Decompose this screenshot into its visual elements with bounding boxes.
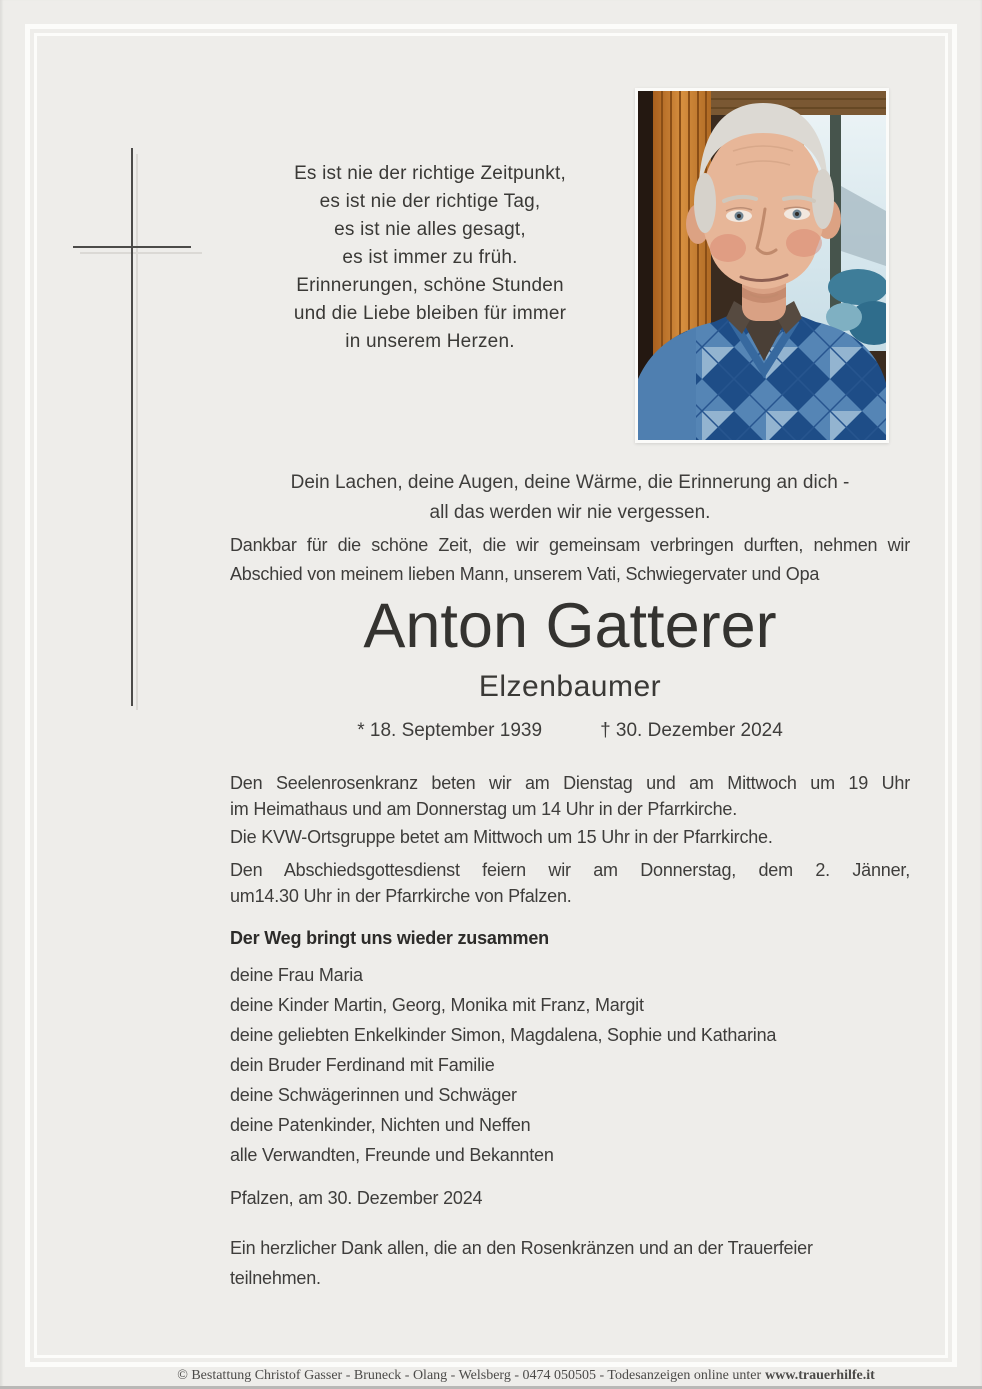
poem-line: und die Liebe bleiben für immer: [293, 303, 567, 324]
cross-shadow-horizontal: [80, 252, 202, 254]
poem-line: es ist nie der richtige Tag,: [319, 191, 541, 212]
remembrance-line: Dein Lachen, deine Augen, deine Wärme, die Erinnerung an dich -: [290, 472, 850, 493]
poem-line: es ist nie alles gesagt,: [334, 219, 526, 240]
life-dates: [230, 720, 910, 742]
death-date: † 30. Dezember 2024: [600, 720, 783, 741]
poem-line: in unserem Herzen.: [345, 331, 515, 352]
remembrance-text: [230, 468, 910, 528]
intro-line: Abschied von meinem lieben Mann, unserem Vati, Schwiegervater und Opa: [230, 564, 820, 584]
deceased-house-name: Elzenbaumer: [478, 670, 662, 703]
footer: [70, 1368, 982, 1384]
birth-date: * 18. September 1939: [357, 720, 543, 741]
kvw-announcement: Die KVW-Ortsgruppe betet am Mittwoch um 15 Uhr in der Pfarrkirche.: [230, 827, 773, 847]
mourner-line: deine Frau Maria: [230, 965, 363, 985]
mourner-line: deine geliebten Enkelkinder Simon, Magdalena, Sophie und Katharina: [230, 1025, 777, 1045]
remembrance-line: all das werden wir nie vergessen.: [429, 502, 711, 523]
place-and-date: Pfalzen, am 30. Dezember 2024: [230, 1188, 483, 1208]
mourner-line: dein Bruder Ferdinand mit Familie: [230, 1055, 495, 1075]
portrait-photo: [635, 88, 889, 443]
poem-line: Es ist nie der richtige Zeitpunkt,: [294, 163, 566, 184]
mourner-line: deine Schwägerinnen und Schwäger: [230, 1085, 517, 1105]
cross-shadow-vertical: [136, 154, 138, 710]
mourner-line: alle Verwandten, Freunde und Bekannten: [230, 1145, 554, 1165]
portrait-illustration: [638, 91, 886, 440]
farewell-motto: Der Weg bringt uns wieder zusammen: [230, 928, 549, 948]
intro-line: Dankbar für die schöne Zeit, die wir gemeinsam verbringen durften, nehmen wir: [230, 535, 910, 555]
cross-horizontal-line: [73, 246, 191, 248]
poem-line: es ist immer zu früh.: [342, 247, 518, 268]
cross-vertical-line: [131, 148, 133, 706]
mourners-list: [230, 960, 910, 1170]
mourner-line: deine Kinder Martin, Georg, Monika mit Franz, Margit: [230, 995, 644, 1015]
footer-text: © Bestattung Christof Gasser - Bruneck - Olang - Welsberg - 0474 050505 - Todesanzeigen online unter: [177, 1368, 762, 1383]
thanks-note: Ein herzlicher Dank allen, die an den Rosenkränzen und an der Trauerfeier teilnehmen.: [230, 1238, 813, 1288]
deceased-name: Anton Gatterer: [363, 591, 777, 661]
farewell-intro: [230, 531, 910, 589]
memorial-poem: [230, 160, 630, 356]
service-announcements: [230, 770, 910, 909]
funeral-announcement: Den Abschiedsgottesdienst feiern wir am Donnerstag, dem 2. Jänner, um14.30 Uhr in der Pfarrkirche von Pfalzen.: [230, 860, 910, 906]
rosary-announcement: Den Seelenrosenkranz beten wir am Dienstag und am Mittwoch um 19 Uhr im Heimathaus und am Donnerstag um 14 Uhr in der Pfarrkirche.: [230, 773, 910, 819]
poem-line: Erinnerungen, schöne Stunden: [296, 275, 564, 296]
footer-link[interactable]: www.trauerhilfe.it: [765, 1368, 875, 1383]
mourner-line: deine Patenkinder, Nichten und Neffen: [230, 1115, 531, 1135]
